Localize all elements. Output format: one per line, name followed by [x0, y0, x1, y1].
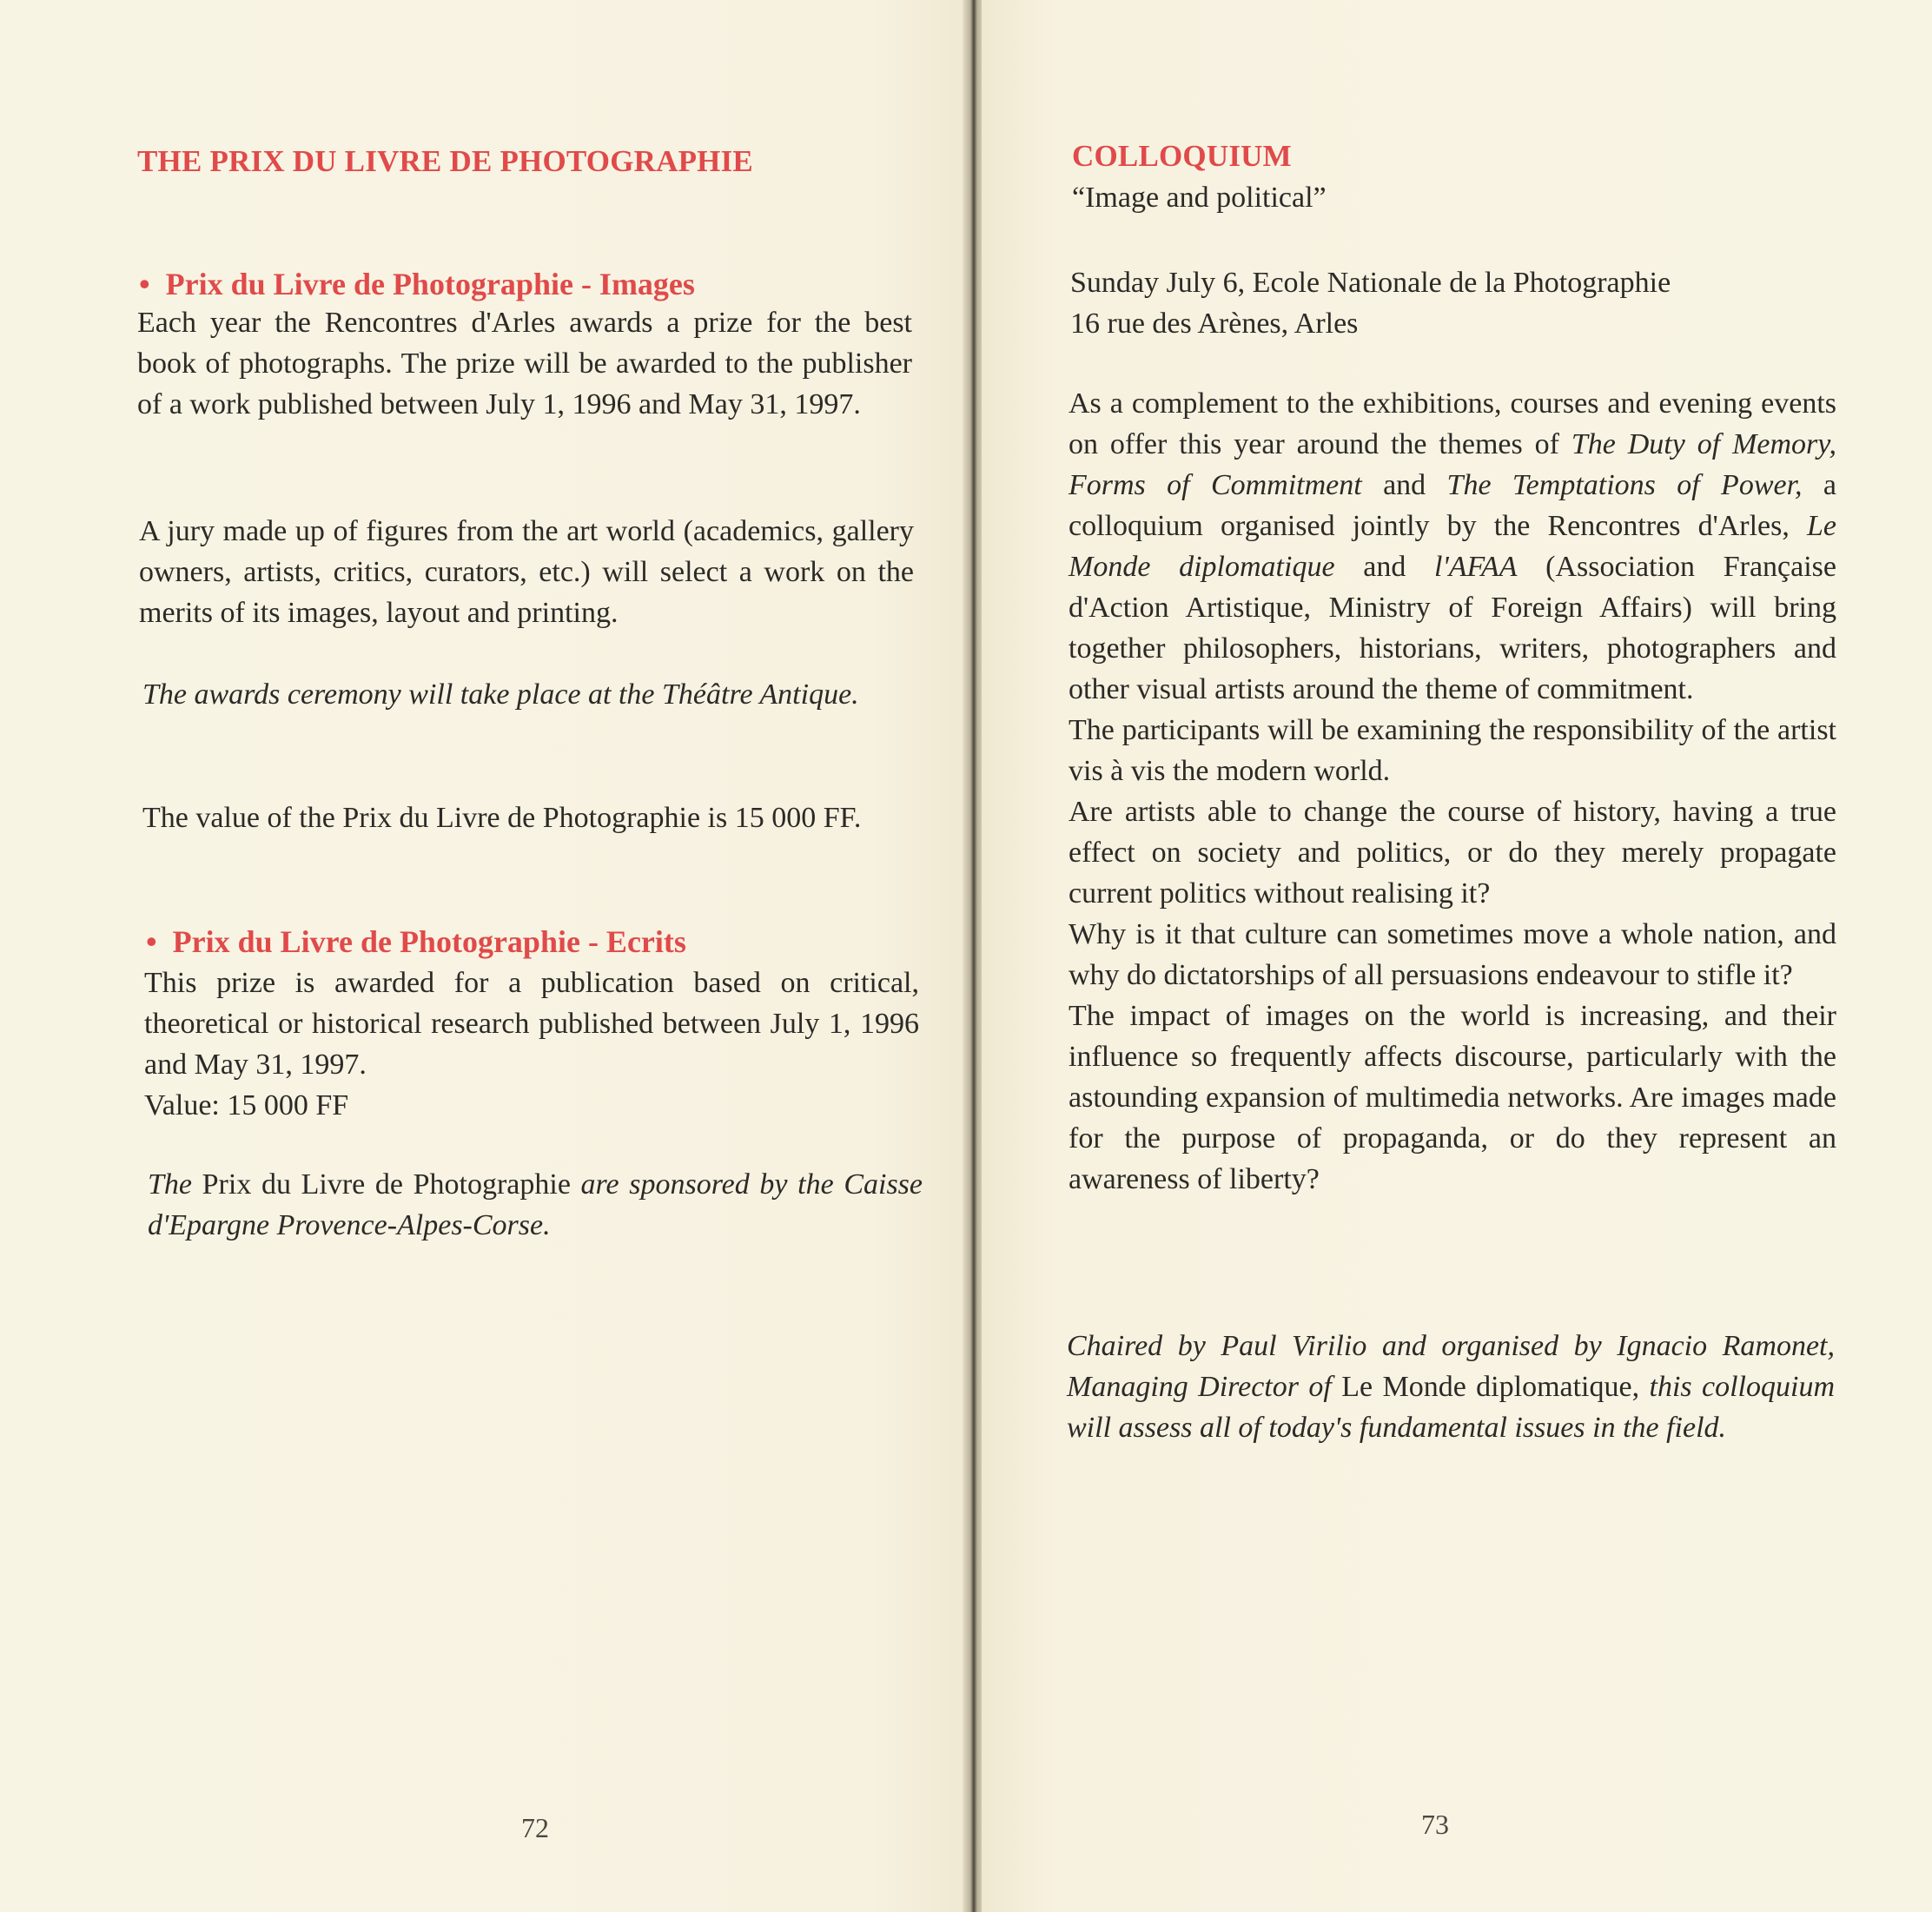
colloquium-body	[1069, 383, 1836, 1200]
sponsor-paragraph	[148, 1164, 923, 1246]
intro-le-monde: Le Monde diplomatique	[1069, 510, 1836, 583]
intro-part-2: a colloquium organised jointly by the Rencontres d'Arles,	[1069, 469, 1837, 542]
ceremony-paragraph	[142, 674, 917, 715]
sponsor-rest: are sponsored by the Caisse d'Epargne Provence-Alpes-Corse.	[148, 1168, 923, 1241]
chair-part-1: Chaired by Paul Virilio and organised by Ignacio Ramonet, Managing Director of	[1067, 1330, 1835, 1403]
intro-and-2: and	[1363, 551, 1406, 583]
ecrits-text: This prize is awarded for a publication based on critical, theoretical or historical research published between July 1, 1996 and May 31, 1997.	[144, 967, 919, 1081]
chair-le-monde: Le Monde diplomatique,	[1341, 1371, 1640, 1403]
ecrits-value: Value: 15 000 FF	[144, 1089, 349, 1121]
intro-and-1: and	[1383, 469, 1426, 501]
sponsor-name: Prix du Livre de Photographie	[202, 1168, 571, 1201]
date-line-1: Sunday July 6, Ecole Nationale de la Photographie	[1070, 267, 1671, 299]
date-block	[1070, 262, 1852, 344]
images-text: Each year the Rencontres d'Arles awards a prize for the best book of photographs. The prize will be awarded to the publisher of a work published between July 1, 1996 and May 31, 1997.	[137, 307, 912, 420]
bullet-icon: •	[146, 924, 157, 959]
page-number-right: 73	[1421, 1809, 1449, 1840]
ecrits-heading-text: Prix du Livre de Photographie - Ecrits	[172, 924, 686, 959]
intro-theme-1: The Duty of Memory, Forms of Commitment	[1069, 428, 1837, 501]
sponsor-the: The	[148, 1168, 192, 1201]
intro-theme-2: The Temptations of Power,	[1446, 469, 1803, 501]
culture-question: Why is it that culture can sometimes move a whole nation, and why do dictatorships of all persuasions endeavour to stifle it?	[1069, 918, 1836, 991]
subtitle-text: “Image and political”	[1072, 182, 1327, 214]
colloquium-subtitle	[1072, 177, 1854, 218]
jury-paragraph	[139, 511, 914, 633]
ceremony-text: The awards ceremony will take place at the Théâtre Antique.	[142, 678, 859, 711]
images-paragraph	[137, 302, 912, 425]
participants-paragraph: The participants will be examining the responsibility of the artist vis à vis the modern world.	[1069, 714, 1836, 787]
images-heading-text: Prix du Livre de Photographie - Images	[165, 267, 695, 301]
bullet-icon: •	[139, 267, 150, 301]
page-number-left: 72	[521, 1812, 549, 1843]
value-text: The value of the Prix du Livre de Photographie is 15 000 FF.	[142, 802, 862, 834]
images-heading	[139, 266, 695, 302]
impact-paragraph: The impact of images on the world is increasing, and their influence so frequently affects discourse, particularly with the astounding expansion of multimedia networks. Are images made for the purpose of propaganda, or do they represent an awareness of liberty?	[1069, 1000, 1836, 1195]
intro-part-1: As a complement to the exhibitions, courses and evening events on offer this year around the themes of	[1069, 387, 1836, 460]
ecrits-heading	[146, 923, 686, 960]
colloquium-title: COLLOQUIUM	[1072, 139, 1292, 173]
artists-question: Are artists able to change the course of history, having a true effect on society and politics, or do they merely propagate current politics without realising it?	[1069, 796, 1836, 910]
left-page	[0, 0, 964, 1912]
intro-paragraph	[1069, 383, 1836, 710]
date-line-2: 16 rue des Arènes, Arles	[1070, 308, 1359, 340]
chair-part-2: this colloquium will assess all of today's fundamental issues in the field.	[1067, 1371, 1835, 1444]
intro-afaa: l'AFAA	[1434, 551, 1518, 583]
chair-paragraph	[1067, 1326, 1835, 1448]
jury-text: A jury made up of figures from the art world (academics, gallery owners, artists, critics, curators, etc.) will select a work on the merits of its images, layout and printing.	[139, 515, 914, 629]
intro-part-3: (Association Française d'Action Artistique, Ministry of Foreign Affairs) will bring together philosophers, historians, writers, photographers and other visual artists around the theme of commitment.	[1069, 551, 1837, 705]
prix-title: THE PRIX DU LIVRE DE PHOTOGRAPHIE	[137, 144, 753, 178]
right-page	[982, 0, 1932, 1912]
ecrits-paragraph	[144, 963, 919, 1126]
value-paragraph	[142, 797, 942, 838]
